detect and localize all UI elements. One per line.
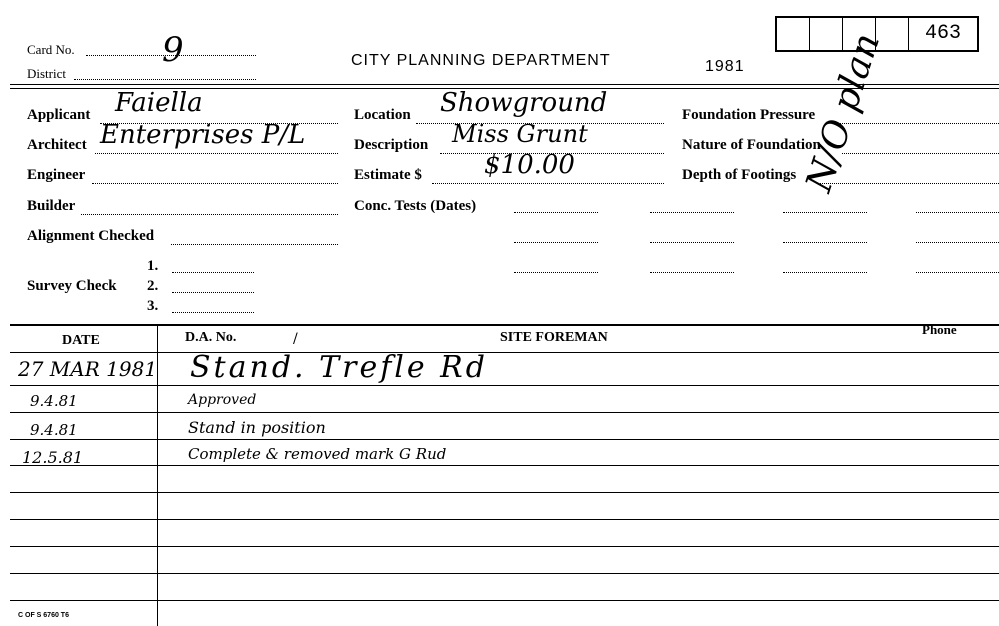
row-date: 9.4.81 xyxy=(30,392,78,410)
survey-2-label: 2. xyxy=(147,278,159,294)
conc-line xyxy=(514,272,598,273)
row-text: Stand in position xyxy=(188,418,326,437)
table-row-line xyxy=(10,600,999,601)
depth-footings-line xyxy=(818,183,999,184)
survey-3-label: 3. xyxy=(147,298,159,314)
survey-3-line xyxy=(172,312,254,313)
architect-value: Enterprises P/L xyxy=(100,120,306,150)
nature-foundation-label: Nature of Foundation xyxy=(682,137,821,153)
table-row-line xyxy=(10,465,999,466)
location-value: Showground xyxy=(440,88,608,118)
department-title: CITY PLANNING DEPARTMENT xyxy=(351,52,611,69)
table-row-line xyxy=(10,412,999,413)
survey-2-line xyxy=(172,292,254,293)
conc-line xyxy=(783,212,867,213)
conc-line xyxy=(916,242,999,243)
row-text: Complete & removed mark G Rud xyxy=(188,445,447,463)
table-header-rule xyxy=(10,352,999,353)
site-foreman-header: SITE FOREMAN xyxy=(500,330,608,345)
date-header: DATE xyxy=(62,333,100,348)
alignment-label: Alignment Checked xyxy=(27,228,155,244)
depth-footings-label: Depth of Footings xyxy=(682,167,797,183)
row-text: Approved xyxy=(188,392,257,408)
card-no-value: 9 xyxy=(162,30,184,70)
row-date: 27 MAR 1981 xyxy=(18,357,158,381)
estimate-line xyxy=(432,183,664,184)
district-label: District xyxy=(27,66,66,81)
digit-box xyxy=(810,18,843,50)
conc-line xyxy=(783,272,867,273)
applicant-value: Faiella xyxy=(115,88,203,118)
table-row-line xyxy=(10,385,999,386)
applicant-label: Applicant xyxy=(27,107,91,123)
district-line xyxy=(74,79,256,80)
description-value: Miss Grunt xyxy=(452,120,588,148)
engineer-line xyxy=(92,183,338,184)
digit-box xyxy=(777,18,810,50)
conc-line xyxy=(514,212,598,213)
conc-line xyxy=(916,212,999,213)
conc-line xyxy=(650,272,734,273)
builder-label: Builder xyxy=(27,198,76,214)
nature-foundation-line xyxy=(842,153,999,154)
table-row-line xyxy=(10,573,999,574)
survey-1-line xyxy=(172,272,254,273)
table-row-line xyxy=(10,546,999,547)
foundation-pressure-label: Foundation Pressure xyxy=(682,107,816,123)
table-top-rule xyxy=(10,324,999,326)
date-column-divider xyxy=(157,324,158,626)
year: 1981 xyxy=(705,58,745,75)
location-label: Location xyxy=(354,107,411,123)
da-slash: / xyxy=(293,331,298,347)
conc-line xyxy=(650,242,734,243)
table-row-line xyxy=(10,439,999,440)
phone-header: Phone xyxy=(922,322,957,337)
description-label: Description xyxy=(354,137,429,153)
table-row-line xyxy=(10,519,999,520)
row-text: Stand. Trefle Rd xyxy=(190,350,488,385)
form-code: C OF S 6760 T6 xyxy=(18,612,69,619)
survey-check-label: Survey Check xyxy=(27,278,117,294)
estimate-value: $10.00 xyxy=(484,150,575,180)
da-no-header: D.A. No. xyxy=(185,330,237,345)
table-row-line xyxy=(10,492,999,493)
row-date: 12.5.81 xyxy=(22,448,84,467)
engineer-label: Engineer xyxy=(27,167,86,183)
architect-line xyxy=(95,153,338,154)
estimate-label: Estimate $ xyxy=(354,167,422,183)
conc-line xyxy=(916,272,999,273)
survey-1-label: 1. xyxy=(147,258,159,274)
card-no-label: Card No. xyxy=(27,42,75,57)
diagonal-note: N/O plan xyxy=(798,28,889,197)
conc-line xyxy=(783,242,867,243)
conc-line xyxy=(514,242,598,243)
builder-line xyxy=(81,214,338,215)
row-date: 9.4.81 xyxy=(30,421,78,439)
card-number: 463 xyxy=(924,22,961,45)
architect-label: Architect xyxy=(27,137,87,153)
conc-tests-label: Conc. Tests (Dates) xyxy=(354,198,477,214)
alignment-line xyxy=(171,244,338,245)
conc-line xyxy=(650,212,734,213)
